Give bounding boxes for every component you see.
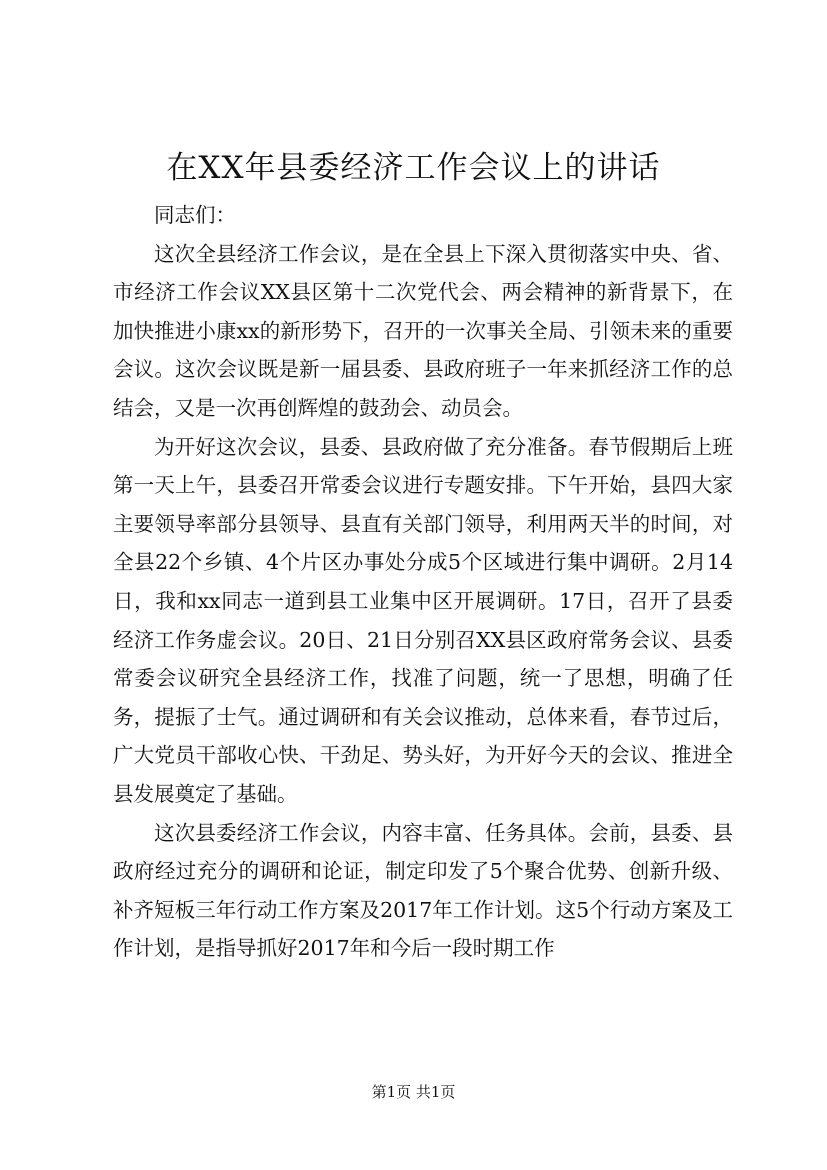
paragraph-2: 为开好这次会议，县委、县政府做了充分准备。春节假期后上班第一天上午，县委召开常委会议进行专题安排。下午开始，县四大家主要领导率部分县领导、县直有关部门领导，利用两天半的时间，对全县22个乡镇、4个片区办事处分成5个区域进行集中调研。2月14日，我和xx同志一道到县工业集中区开展调研。17日，召开了县委经济工作务虚会议。20日、21日分别召XX县区政府常务会议、县委常委会议研究全县经济工作，找准了问题，统一了思想，明确了任务，提振了士气。通过调研和有关会议推动，总体来看，春节过后，广大党员干部收心快、干劲足、势头好，为开好今天的会议、推进全县发展奠定了基础。 xyxy=(113,434,733,806)
page-footer: 第1页 共1页 xyxy=(371,1083,456,1101)
paragraph-3: 这次县委经济工作会议，内容丰富、任务具体。会前，县委、县政府经过充分的调研和论证，制定印发了5个聚合优势、创新升级、补齐短板三年行动工作方案及2017年工作计划。这5个行动方案及工作计划，是指导抓好2017年和今后一段时期工作 xyxy=(113,820,733,961)
document-title: 在XX年县委经济工作会议上的讲话 xyxy=(166,150,661,186)
document-body xyxy=(113,196,733,968)
paragraph-1: 这次全县经济工作会议，是在全县上下深入贯彻落实中央、省、市经济工作会议XX县区第十二次党代会、两会精神的新背景下，在加快推进小康xx的新形势下，召开的一次事关全局、引领未来的重要会议。这次会议既是新一届县委、县政府班子一年来抓经济工作的总结会，又是一次再创辉煌的鼓劲会、动员会。 xyxy=(113,241,733,420)
salutation: 同志们： xyxy=(154,203,236,227)
